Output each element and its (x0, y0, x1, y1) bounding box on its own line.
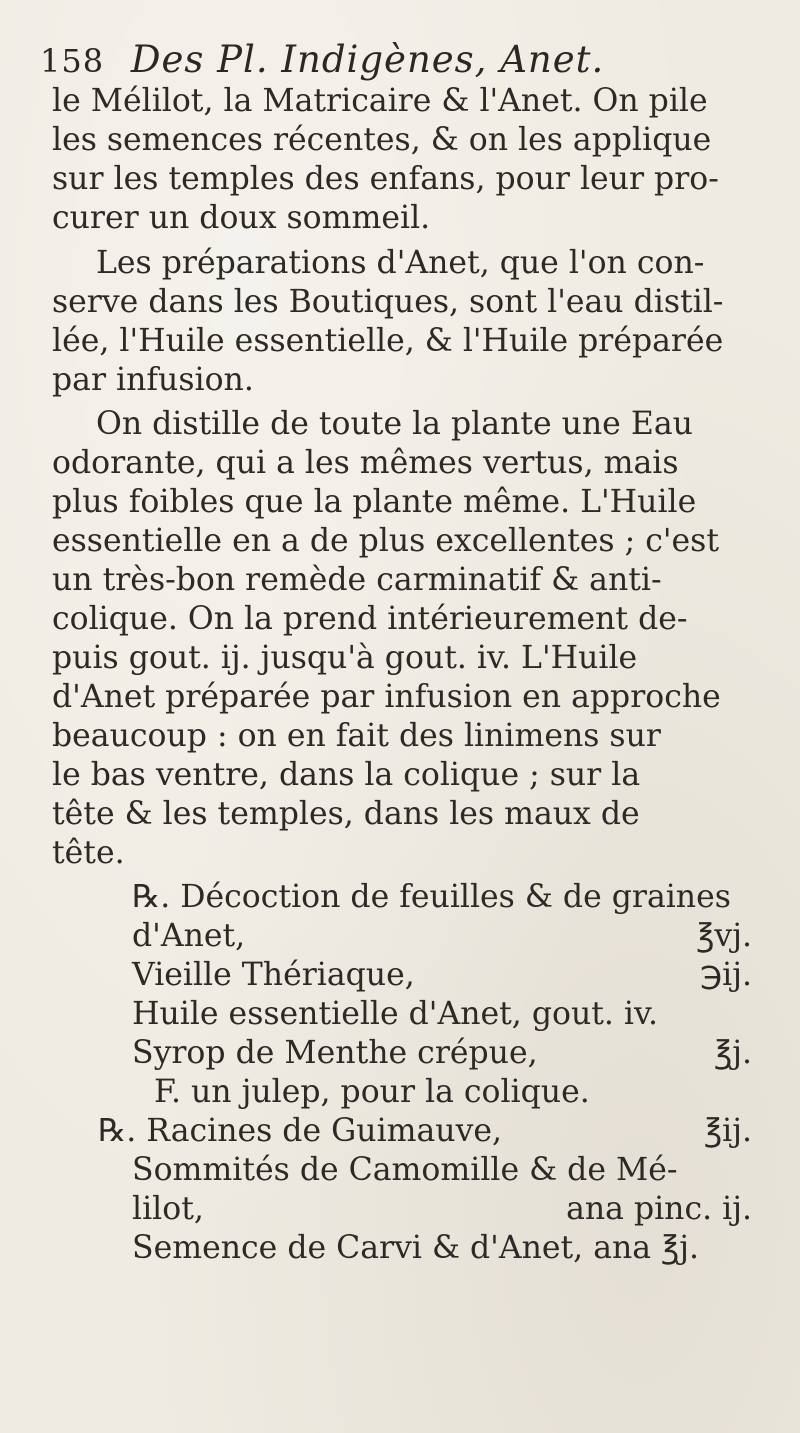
text-line: le bas ventre, dans la colique ; sur la (52, 757, 641, 793)
prescription-row (52, 1034, 772, 1073)
text-line: Les préparations d'Anet, que l'on con- (96, 245, 705, 281)
prescription-2 (52, 1112, 772, 1268)
text-line: lée, l'Huile essentielle, & l'Huile préparée (52, 323, 724, 359)
text-line: essentielle en a de plus excellentes ; c'est (52, 523, 719, 559)
ingredient: F. un julep, pour la colique. (154, 1074, 590, 1110)
text-line: On distille de toute la plante une Eau (96, 406, 693, 442)
dose (752, 1151, 772, 1190)
dose (752, 878, 772, 917)
text-line: sur les temples des enfans, pour leur pro- (52, 161, 719, 197)
paragraph-3 (52, 405, 772, 873)
dose (752, 1073, 772, 1112)
paragraph-2 (52, 244, 772, 400)
ingredient: Syrop de Menthe crépue, (132, 1035, 538, 1071)
dose: ℥vj. (696, 918, 752, 954)
prescription-1 (52, 878, 772, 1112)
text-line: un très-bon remède carminatif & anti- (52, 562, 662, 598)
text-line: tête & les temples, dans les maux de (52, 796, 640, 832)
text-line: par infusion. (52, 362, 254, 398)
prescription-row (52, 1229, 772, 1268)
text-line: puis gout. ij. jusqu'à gout. iv. L'Huile (52, 640, 638, 676)
text-line: les semences récentes, & on les applique (52, 122, 712, 158)
text-line: beaucoup : on en fait des linimens sur (52, 718, 661, 754)
dose: ana pinc. ij. (566, 1191, 752, 1227)
text-line: le Mélilot, la Matricaire & l'Anet. On pile (52, 83, 708, 119)
ingredient: Semence de Carvi & d'Anet, ana ℥j. (132, 1230, 700, 1266)
dose (752, 1229, 772, 1268)
prescription-row (52, 917, 772, 956)
paragraph-1 (52, 82, 772, 238)
text-line: serve dans les Boutiques, sont l'eau distil- (52, 284, 724, 320)
prescription-row (52, 1151, 772, 1190)
text-line: d'Anet préparée par infusion en approche (52, 679, 721, 715)
running-title: Des Pl. Indigènes, Anet. (130, 38, 605, 81)
prescription-row (52, 878, 772, 917)
dose: ℈ij. (700, 957, 752, 993)
prescription-row (52, 1190, 772, 1229)
ingredient: d'Anet, (132, 918, 246, 954)
text-line: plus foibles que la plante même. L'Huile (52, 484, 697, 520)
dose: ℥ij. (703, 1113, 752, 1149)
prescription-row (52, 1073, 772, 1112)
ingredient: lilot, (132, 1191, 204, 1227)
ingredient: ℞. Décoction de feuilles & de graines (132, 879, 731, 915)
dose: ℥j. (714, 1035, 752, 1071)
text-line: tête. (52, 835, 125, 871)
running-header (40, 38, 780, 81)
prescription-row (52, 956, 772, 995)
text-line: colique. On la prend intérieurement de- (52, 601, 688, 637)
ingredient: Vieille Thériaque, (132, 957, 415, 993)
page-number: 158 (40, 42, 105, 80)
ingredient: Huile essentielle d'Anet, gout. iv. (132, 996, 659, 1032)
prescription-row (52, 995, 772, 1034)
dose (752, 995, 772, 1034)
text-line: odorante, qui a les mêmes vertus, mais (52, 445, 679, 481)
prescription-row (52, 1112, 772, 1151)
ingredient: Sommités de Camomille & de Mé- (132, 1152, 678, 1188)
text-line: curer un doux sommeil. (52, 200, 431, 236)
ingredient: ℞. Racines de Guimauve, (98, 1113, 503, 1149)
